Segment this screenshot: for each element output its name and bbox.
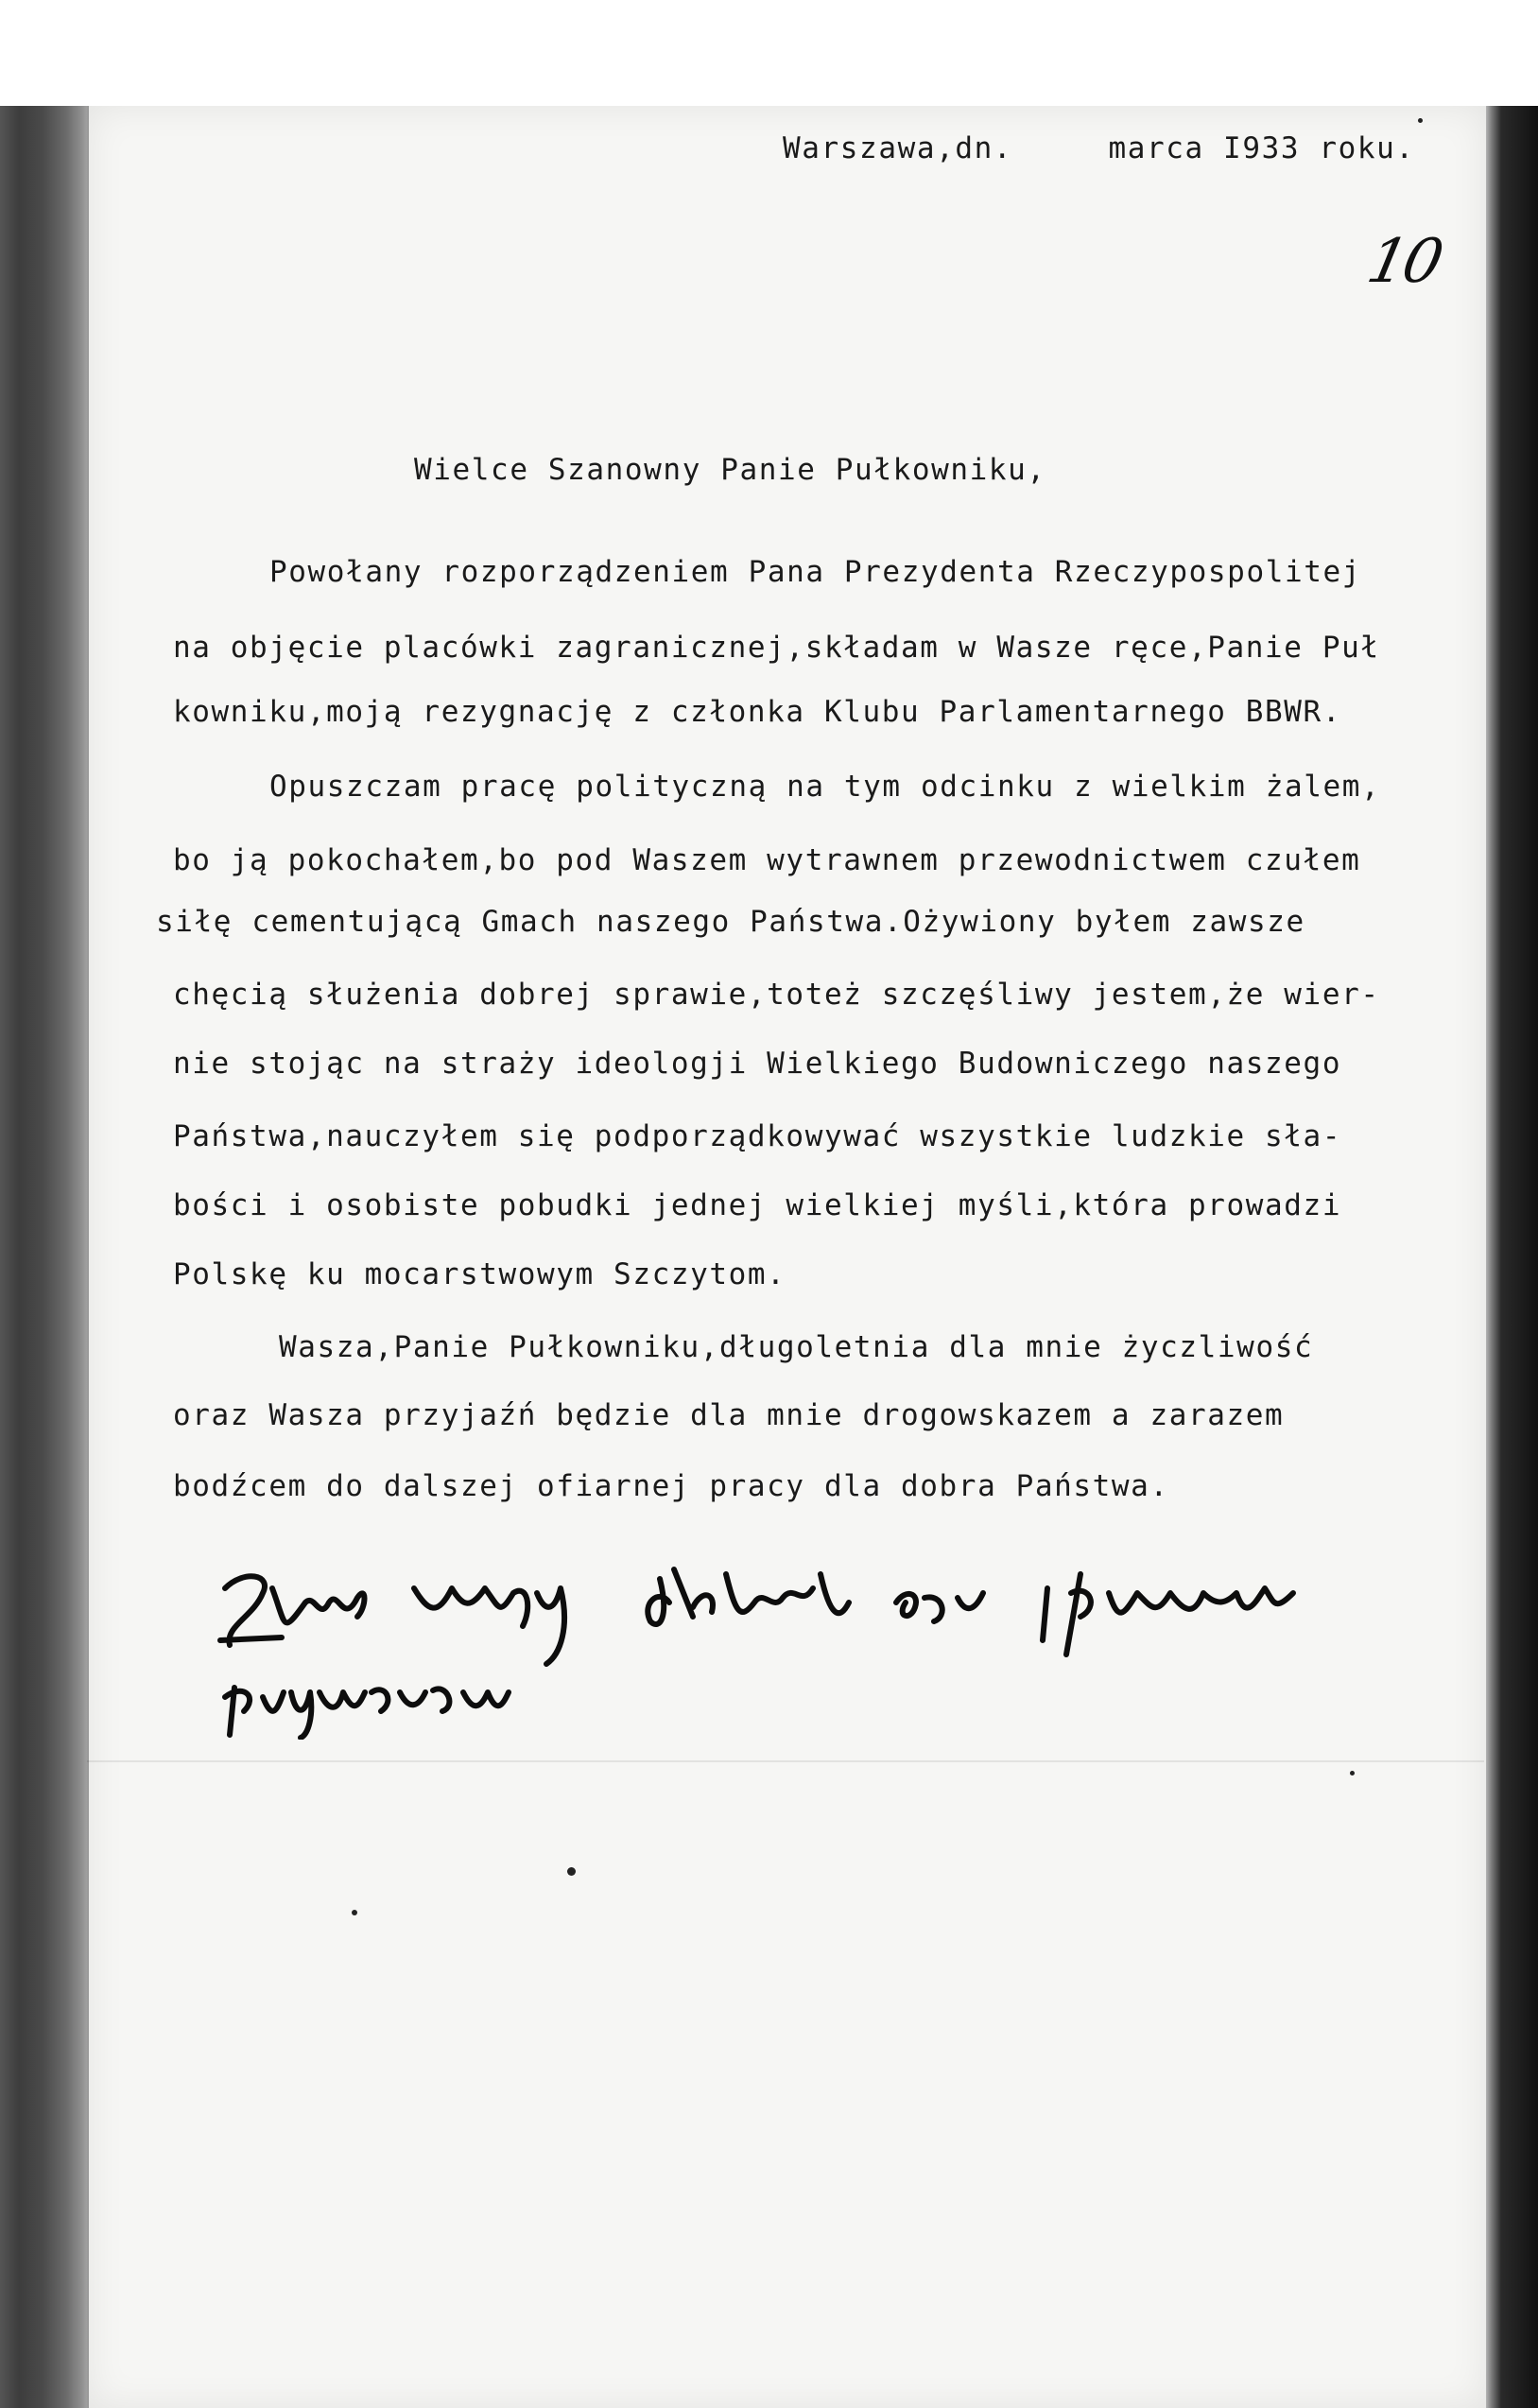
body-line: na objęcie placówki zagranicznej,składam w Wasze ręce,Panie Puł [173,631,1380,665]
body-line: chęcią służenia dobrej sprawie,toteż szczęśliwy jestem,że wier- [173,978,1380,1012]
body-line: Państwa,nauczyłem się podporządkowywać wszystkie ludzkie sła- [173,1119,1342,1153]
scan-speck [352,1910,357,1915]
scan-speck [567,1867,576,1876]
handwritten-page-number: 10 [1361,227,1446,297]
body-line: Opuszczam pracę polityczną na tym odcinku z wielkim żalem, [269,770,1381,804]
place-date-line: Warszawa,dn. marca I933 roku. [783,131,1415,165]
paper-fold-crease [87,1760,1484,1762]
scan-speck [1418,118,1423,123]
scan-speck [1350,1771,1355,1776]
scan-right-edge [1484,106,1538,2408]
scan-background-top [0,0,1538,106]
salutation: Wielce Szanowny Panie Pułkowniku, [414,453,1046,487]
body-line: oraz Wasza przyjaźń będzie dla mnie drogowskazem a zarazem [173,1398,1285,1432]
body-line: siłę cementującą Gmach naszego Państwa.Ożywiony byłem zawsze [156,905,1305,939]
body-line: Wasza,Panie Pułkowniku,długoletnia dla mnie życzliwość [279,1330,1314,1364]
handwritten-closing-signature [216,1550,1463,1740]
body-line: bości i osobiste pobudki jednej wielkiej myśli,która prowadzi [173,1188,1342,1222]
body-line: bo ją pokochałem,bo pod Waszem wytrawnem przewodnictwem czułem [173,843,1361,877]
body-line: bodźcem do dalszej ofiarnej pracy dla dobra Państwa. [173,1469,1169,1503]
body-line: nie stojąc na straży ideologji Wielkiego Budowniczego naszego [173,1047,1342,1081]
body-line: kowniku,moją rezygnację z członka Klubu Parlamentarnego BBWR. [173,695,1342,729]
body-line: Polskę ku mocarstwowym Szczytom. [173,1257,786,1291]
body-line: Powołany rozporządzeniem Pana Prezydenta Rzeczypospolitej [269,555,1362,589]
scan-left-edge [0,106,87,2408]
